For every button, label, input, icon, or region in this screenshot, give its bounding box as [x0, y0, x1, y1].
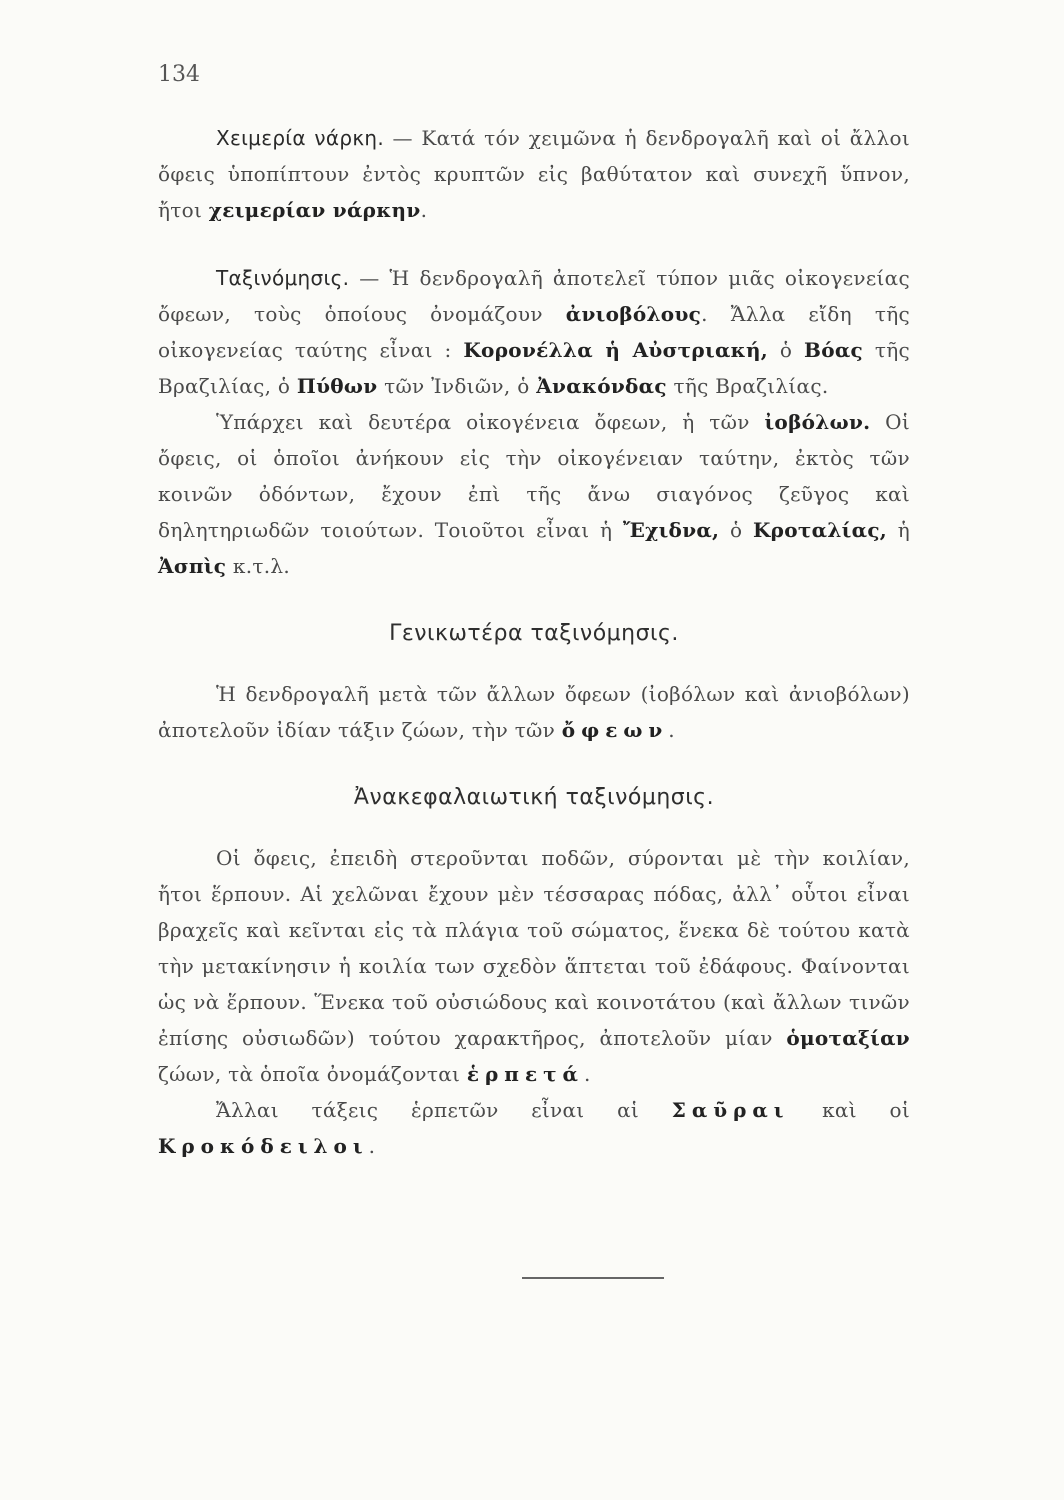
bold-term: ἑρπετά	[466, 1062, 584, 1086]
page-number: 134	[158, 62, 200, 87]
end-rule	[522, 1277, 664, 1279]
bold-term: ὁμοταξίαν	[786, 1026, 910, 1050]
bold-term: Κροταλίας,	[752, 518, 888, 542]
bold-term: Ἀσπὶς	[158, 554, 227, 578]
bold-term: Σαῦραι	[671, 1098, 790, 1122]
paragraph-order: Ἡ δενδρογαλῆ μετὰ τῶν ἄλλων ὄφεων (ἰοβόλων καὶ ἀνιοβόλων) ἀποτελοῦν ἰδίαν τάξιν ζώων, τὴν τῶν ὄφεων.	[158, 682, 910, 742]
paragraph-classification: Ταξινόμησις. — Ἡ δενδρογαλῆ ἀποτελεῖ τύπον μιᾶς οἰκογενείας ὄφεων, τοὺς ὁποίους ὀνομάζουν ἀνιοβόλους. Ἄλλα εἴδη τῆς οἰκογενείας ταύτης εἶναι : Κορονέλλα ἡ Αὐστριακή, ὁ Βόας τῆς Βραζιλίας, ὁ Πύθων τῶν Ἰνδιῶν, ὁ Ἀνακόνδας τῆς Βραζιλίας.	[158, 266, 910, 398]
bold-term: Κροκόδειλοι	[158, 1134, 369, 1158]
paragraph-lead: Ταξινόμησις.	[216, 266, 350, 290]
bold-term: ἀνιοβόλους	[565, 302, 702, 326]
paragraph-hibernation: Χειμερία νάρκη. — Κατά τόν χειμῶνα ἡ δενδρογαλῆ καὶ οἱ ἄλλοι ὄφεις ὑποπίπτουν ἐντὸς κρυπτῶν εἰς βαθύτατον καὶ συνεχῆ ὕπνον, ἤτοι χειμερίαν νάρκην.	[158, 126, 910, 222]
bold-term: Βόας	[804, 338, 864, 362]
bold-term: ὄφεων	[561, 718, 669, 742]
section-heading-general: Γενικωτέρα ταξινόμησις.	[389, 621, 679, 646]
section-heading-summary: Ἀνακεφαλαιωτική ταξινόμησις.	[353, 785, 715, 810]
bold-term: Πύθων	[296, 374, 378, 398]
paragraph-other-orders: Ἄλλαι τάξεις ἑρπετῶν εἶναι αἱ Σαῦραι καὶ οἱ Κροκόδειλοι.	[158, 1098, 910, 1158]
bold-term: Ἀνακόνδας	[536, 374, 667, 398]
bold-term: Ἔχιδνα,	[622, 518, 720, 542]
page-body	[158, 120, 910, 1196]
paragraph-lead: Χειμερία νάρκη.	[216, 126, 385, 150]
paragraph-venomous: Ὑπάρχει καὶ δευτέρα οἰκογένεια ὄφεων, ἡ τῶν ἰοβόλων. Οἱ ὄφεις, οἱ ὁποῖοι ἀνήκουν εἰς τὴν οἰκογένειαν ταύτην, ἐκτὸς τῶν κοινῶν ὀδόντων, ἔχουν ἐπὶ τῆς ἄνω σιαγόνος ζεῦγος καὶ δηλητηριωδῶν τοιούτων. Τοιοῦτοι εἶναι ἡ Ἔχιδνα, ὁ Κροταλίας, ἡ Ἀσπὶς κ.τ.λ.	[158, 410, 910, 578]
paragraph-reptiles: Οἱ ὄφεις, ἐπειδὴ στεροῦνται ποδῶν, σύρονται μὲ τὴν κοιλίαν, ἤτοι ἕρπουν. Αἱ χελῶναι ἔχουν μὲν τέσσαρας πόδας, ἀλλ᾽ οὗτοι εἶναι βραχεῖς καὶ κεῖνται εἰς τὰ πλάγια τοῦ σώματος, ἕνεκα δὲ τούτου κατὰ τὴν μετακίνησιν ἡ κοιλία των σχεδὸν ἅπτεται τοῦ ἐδάφους. Φαίνονται ὡς νὰ ἕρπουν. Ἕνεκα τοῦ οὐσιώδους καὶ κοινοτάτου (καὶ ἄλλων τινῶν ἐπίσης οὐσιωδῶν) τούτου χαρακτῆρος, ἀποτελοῦν μίαν ὁμοταξίαν ζώων, τὰ ὁποῖα ὀνομάζονται ἑρπετά.	[158, 846, 910, 1086]
bold-term: ἰοβόλων.	[764, 410, 871, 434]
bold-term: Κορονέλλα ἡ Αὐστριακή,	[463, 338, 769, 362]
bold-term: χειμερίαν νάρκην	[208, 198, 421, 222]
